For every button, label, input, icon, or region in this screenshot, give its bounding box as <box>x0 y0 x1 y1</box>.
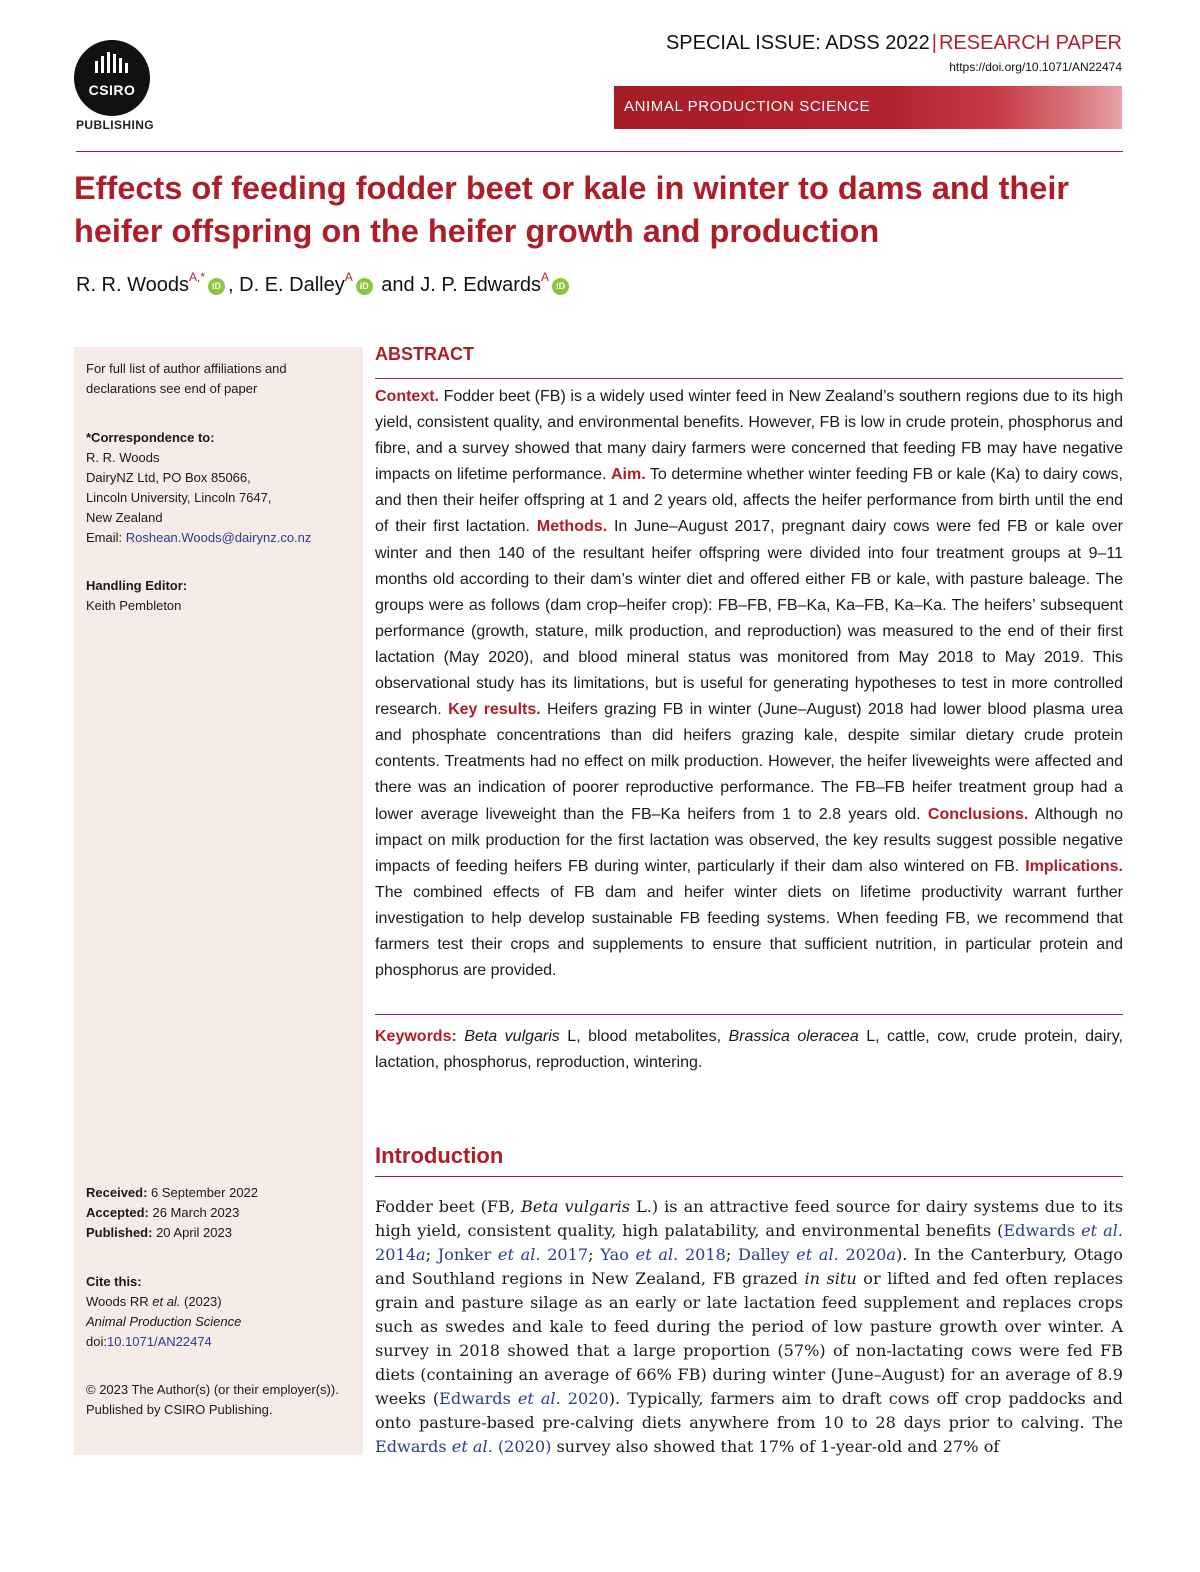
handling-editor-block <box>86 576 354 616</box>
keywords-label: Keywords: <box>375 1028 457 1045</box>
correspondence-block <box>86 428 354 548</box>
author-separator: and <box>375 274 421 296</box>
ref-author: Jonker <box>437 1245 498 1264</box>
received-label: Received: <box>86 1185 148 1200</box>
ref-author: Edwards <box>439 1389 518 1408</box>
published-label: Published: <box>86 1225 153 1240</box>
cite-year: (2023) <box>180 1294 222 1309</box>
article-info-sidebar <box>74 347 363 1455</box>
editor-label: Handling Editor: <box>86 578 188 593</box>
introduction-heading: Introduction <box>375 1143 504 1168</box>
header-divider <box>76 151 1123 152</box>
ref-author: Edwards <box>375 1437 452 1456</box>
results-text: Heifers grazing FB in winter (June–August) 2018 had lower blood plasma urea and phosphate concentrations than did heifers grazing kale, despite similar dietary crude protein contents. Treatments had no effect on milk production. However, the heifer liveweights were affected and there was an indication of poorer reproductive performance. The FB–FB heifer treatment group had a lower average liveweight than the FB–Ka heifers from 1 to 2.8 years old. <box>375 701 1124 823</box>
correspondence-line: R. R. Woods <box>86 450 160 465</box>
citation-link[interactable] <box>439 1389 609 1408</box>
intro-italic: in situ <box>804 1269 857 1288</box>
ref-separator: ; <box>588 1245 601 1264</box>
citation-link[interactable] <box>738 1245 896 1264</box>
journal-name: ANIMAL PRODUCTION SCIENCE <box>624 98 871 115</box>
ref-separator: ; <box>725 1245 739 1264</box>
editor-name: Keith Pembleton <box>86 598 182 613</box>
cite-journal: Animal Production Science <box>86 1314 242 1329</box>
introduction-body <box>375 1195 1123 1459</box>
author-name: J. P. Edwards <box>420 274 542 296</box>
context-text: Fodder beet (FB) is a widely used winter feed in New Zealand’s southern regions due to its high yield, consistent quality, and environmental benefits. However, FB is low in crude protein, phosphorus and fibre, and a survey showed that many dairy farmers were concerned that feeding FB may have negative impacts on lifetime performance. <box>375 388 1123 484</box>
correspondence-line: DairyNZ Ltd, PO Box 85066, <box>86 470 251 485</box>
ref-etal: et al. <box>451 1437 493 1456</box>
conclusions-label: Conclusions. <box>927 805 1029 823</box>
ref-year: (2020) <box>492 1437 552 1456</box>
logo-word: CSIRO <box>88 82 136 98</box>
ref-author: Edwards <box>1003 1221 1082 1240</box>
aim-label: Aim. <box>610 466 646 484</box>
ref-etal: et al. <box>635 1245 679 1264</box>
ref-year: 2018 <box>678 1245 726 1264</box>
orcid-icon[interactable]: iD <box>552 278 569 295</box>
ref-etal: et al. <box>796 1245 839 1264</box>
ref-separator: ; <box>425 1245 438 1264</box>
orcid-icon[interactable]: iD <box>208 278 225 295</box>
methods-label: Methods. <box>536 518 608 536</box>
author-affiliation: A,* <box>189 270 206 284</box>
ref-year: 2014 <box>375 1245 416 1264</box>
introduction-divider <box>375 1176 1123 1177</box>
correspondence-label: *Correspondence to: <box>86 430 215 445</box>
ref-year: 2020 <box>560 1389 609 1408</box>
special-issue-label: SPECIAL ISSUE: ADSS 2022 <box>665 32 930 54</box>
citation-block <box>86 1272 354 1352</box>
author-affiliation: A <box>541 270 550 284</box>
orcid-icon[interactable]: iD <box>356 278 373 295</box>
methods-text: In June–August 2017, pregnant dairy cows were fed FB or kale over winter and then 140 of the resultant heifer offspring were divided into four treatment groups at 9–11 months old according to their dam’s winter diet and offered either FB or kale, with pasture baleage. The groups were as follows (dam crop–heifer crop): FB–FB, FB–Ka, Ka–FB, Ka–Ka. The heifers’ subsequent performance (growth, stature, milk production, and reproduction) was measured to the end of their first lactation (May 2020), and blood mineral status was monitored from May 2018 to May 2019. This observational study has its limitations, but is useful for generating hypotheses to test in more controlled research. <box>375 518 1124 719</box>
keywords-divider <box>375 1014 1123 1015</box>
keyword-text: L, cattle, cow, crude protein, dairy, lactation, phosphorus, reproduction, wintering. <box>375 1028 1124 1071</box>
intro-text: Fodder beet (FB, <box>375 1197 522 1216</box>
keyword-latin: Beta vulgaris <box>464 1028 560 1045</box>
intro-italic: Beta vulgaris <box>521 1197 631 1216</box>
citation-link[interactable] <box>375 1437 551 1456</box>
ref-author: Dalley <box>738 1245 797 1264</box>
ref-suffix: a <box>886 1245 897 1264</box>
results-label: Key results. <box>448 701 541 719</box>
aim-text: To determine whether winter feeding FB or kale (Ka) to dairy cows, and then their heifer offspring at 1 and 2 years old, affects the heifer performance from birth until the end of their first lactation. <box>375 466 1123 536</box>
intro-text: survey also showed that 17% of 1-year-old and 27% of <box>551 1437 1000 1456</box>
keyword-text: L, blood metabolites, <box>559 1028 729 1045</box>
author-name: D. E. Dalley <box>239 274 345 296</box>
ref-suffix: a <box>415 1245 426 1264</box>
correspondence-line: Lincoln University, Lincoln 7647, <box>86 490 272 505</box>
author-affiliation: A <box>344 270 353 284</box>
author-separator: , <box>228 274 240 296</box>
dates-block <box>86 1183 354 1243</box>
email-label: Email: <box>86 530 126 545</box>
abstract-heading: ABSTRACT <box>375 344 474 364</box>
paper-type-label: RESEARCH PAPER <box>938 32 1122 54</box>
ref-author: Yao <box>600 1245 636 1264</box>
ref-etal: et al. <box>497 1245 541 1264</box>
logo-bars-icon <box>91 51 133 75</box>
intro-text: ). In the Canterbury, Otago and Southland regions in New Zealand, FB grazed <box>375 1245 1123 1288</box>
author-list <box>76 270 572 297</box>
doi-link[interactable]: https://doi.org/10.1071/AN22474 <box>949 60 1122 74</box>
cite-label: Cite this: <box>86 1274 142 1289</box>
context-label: Context. <box>375 388 439 405</box>
ref-etal: et al. <box>517 1389 561 1408</box>
ref-etal: et al. <box>1081 1221 1123 1240</box>
intro-text: ). Typically, farmers aim to draft cows off crop paddocks and onto pasture-based pre-calving diets anywhere from 10 to 28 days prior to calving. The <box>375 1389 1123 1432</box>
ref-year: 2017 <box>540 1245 589 1264</box>
cite-doi-link[interactable]: 10.1071/AN22474 <box>106 1334 212 1349</box>
implications-label: Implications. <box>1025 857 1123 875</box>
abstract-body <box>375 384 1123 984</box>
keyword-latin: Brassica oleracea <box>728 1028 859 1045</box>
published-date: 20 April 2023 <box>156 1225 232 1240</box>
issue-header <box>666 32 1122 55</box>
abstract-divider <box>375 378 1123 379</box>
email-link[interactable]: Roshean.Woods@dairynz.co.nz <box>125 530 312 545</box>
header-separator: | <box>931 32 937 54</box>
logo-publishing-label: PUBLISHING <box>76 118 155 132</box>
journal-banner <box>614 86 1122 129</box>
affiliations-note: For full list of author affiliations and declarations see end of paper <box>86 361 287 396</box>
cite-authors: Woods RR <box>86 1294 153 1309</box>
received-date: 6 September 2022 <box>151 1185 259 1200</box>
conclusions-text: Although no impact on milk production for the first lactation was observed, the key results suggest possible negative impacts of feeding heifers FB during winter, particularly if their dam also wintered on FB. <box>375 805 1124 875</box>
cite-doi-prefix: doi: <box>86 1334 107 1349</box>
csiro-logo <box>74 40 150 116</box>
copyright-notice: © 2023 The Author(s) (or their employer(s)). Published by CSIRO Publishing. <box>86 1382 339 1417</box>
ref-year: 2020 <box>838 1245 887 1264</box>
accepted-date: 26 March 2023 <box>152 1205 240 1220</box>
implications-text: The combined effects of FB dam and heifer winter diets on lifetime productivity warrant further investigation to help develop sustainable FB feeding systems. When feeding FB, we recommend that farmers test their crops and supplements to ensure that sufficient nutrition, in particular protein and phosphorus are provided. <box>375 883 1123 980</box>
accepted-label: Accepted: <box>86 1205 149 1220</box>
author-name: R. R. Woods <box>76 274 189 296</box>
paper-title: Effects of feeding fodder beet or kale in winter to dams and their heifer offspring on the heifer growth and production <box>74 170 1070 249</box>
intro-text: L.) is an attractive feed source for dairy systems due to its high yield, consistent quality, high palatability, and environmental benefits ( <box>375 1197 1124 1240</box>
cite-etal: et al. <box>152 1294 181 1309</box>
citation-link[interactable] <box>438 1245 588 1264</box>
intro-text: or lifted and fed often replaces grain and pasture silage as an early or late lactation feed supplement and replaces crops such as swedes and kale to feed during the period of low pasture growth over winter. A survey in 2018 showed that a large proportion (57%) of non-lactating cows were fed FB diets (containing an average of 66% FB) during winter (June–August) for an average of 8.9 weeks ( <box>375 1269 1123 1408</box>
correspondence-line: New Zealand <box>86 510 163 525</box>
citation-link[interactable] <box>600 1245 726 1264</box>
keywords-block <box>375 1024 1123 1076</box>
